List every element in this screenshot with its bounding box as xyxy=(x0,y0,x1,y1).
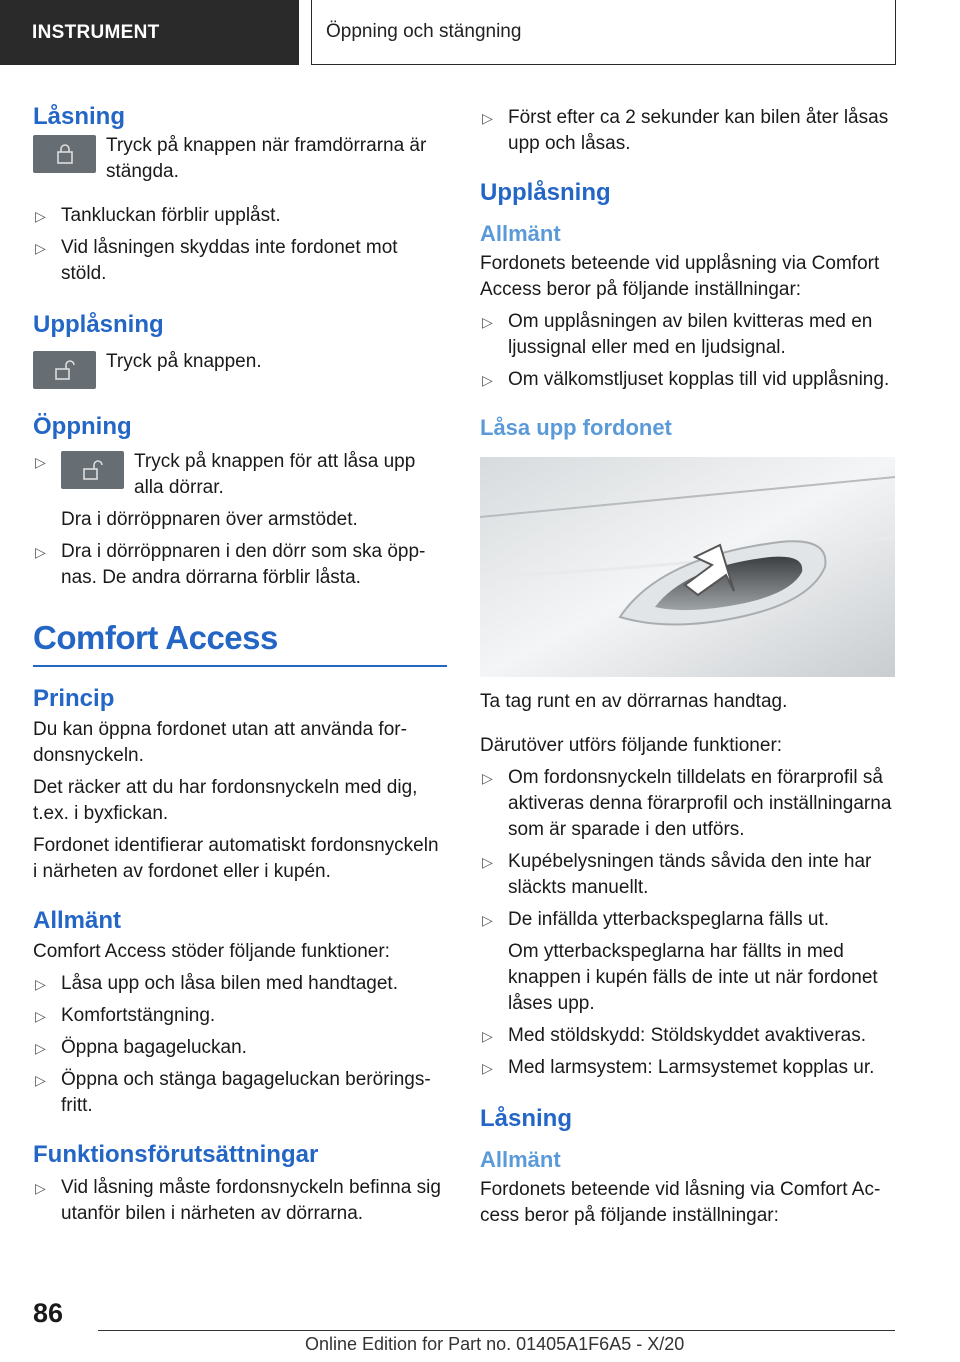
left-column xyxy=(33,95,447,1227)
heading-rule xyxy=(33,665,447,667)
heading-oppning: Öppning xyxy=(33,413,132,440)
edition-text: Online Edition for Part no. 01405A1F6A5 - X/20 xyxy=(305,1334,685,1354)
lasa-upp-p1: Ta tag runt en av dörrarnas handtag. xyxy=(480,691,788,712)
princip-p3: Fordonet identifierar automatiskt fordonsnyckeln i närheten av fordonet eller i kupén. xyxy=(33,835,439,882)
lock-button-image xyxy=(33,135,96,173)
heading-lasning: Låsning xyxy=(480,1105,573,1132)
unlock-button-image xyxy=(61,451,124,489)
list-item: ▷ Dra i dörröppnaren i den dörr som ska öpp-nas. De andra dörrarna förblir låsta. xyxy=(35,541,426,588)
triangle-bullet-icon: ▷ xyxy=(482,110,493,126)
list-item: ▷ Öppna och stänga bagageluckan berörings-fritt. xyxy=(35,1069,431,1116)
upplasning-key-text: Tryck på knappen. xyxy=(106,351,262,372)
triangle-bullet-icon: ▷ xyxy=(35,454,46,470)
right-column xyxy=(480,95,895,1229)
princip-p1: Du kan öppna fordonet utan att använda for-donsnyckeln. xyxy=(33,719,407,766)
triangle-bullet-icon: ▷ xyxy=(35,208,46,224)
triangle-bullet-icon: ▷ xyxy=(482,912,493,928)
triangle-bullet-icon: ▷ xyxy=(482,1060,493,1076)
heading-allmant: Allmänt xyxy=(33,907,122,934)
heading-princip: Princip xyxy=(33,685,115,712)
triangle-bullet-icon: ▷ xyxy=(482,314,493,330)
heading-allmant: Allmänt xyxy=(480,1147,561,1172)
unlock-icon xyxy=(82,460,104,480)
triangle-bullet-icon: ▷ xyxy=(482,1028,493,1044)
list-item: ▷ Om upplåsningen av bilen kvitteras med en ljussignal eller med en ljudsignal. xyxy=(482,311,873,358)
triangle-bullet-icon: ▷ xyxy=(482,854,493,870)
list-item: ▷ Kupébelysningen tänds såvida den inte har släckts manuellt. xyxy=(482,851,872,898)
heading-lasa-upp-fordonet: Låsa upp fordonet xyxy=(480,415,672,440)
triangle-bullet-icon: ▷ xyxy=(35,976,46,992)
triangle-bullet-icon: ▷ xyxy=(35,1040,46,1056)
lock-icon xyxy=(56,144,74,164)
list-item: ▷ Med stöldskydd: Stöldskyddet avaktiveras. xyxy=(480,1023,895,1049)
unlock-button-image xyxy=(33,351,96,389)
section-tab: INSTRUMENT xyxy=(0,0,299,65)
footer-rule xyxy=(98,1330,895,1331)
door-handle-photo xyxy=(480,457,895,677)
unlock-icon xyxy=(54,360,76,380)
triangle-bullet-icon: ▷ xyxy=(35,1072,46,1088)
lasa-upp-p2: Därutöver utförs följande funktioner: xyxy=(480,735,783,756)
list-item: ▷ Först efter ca 2 sekunder kan bilen åter låsas upp och låsas. xyxy=(482,107,889,154)
heading-comfort-access: Comfort Access xyxy=(33,619,278,656)
list-item: ▷ Vid låsning måste fordonsnyckeln befinna sig utanför bilen i närheten av dörrarna. xyxy=(35,1177,441,1224)
lasning-key-text: Tryck på knappen när framdörrarna är stängda. xyxy=(106,135,427,182)
list-item: ▷ Vid låsningen skyddas inte fordonet mot stöld. xyxy=(35,237,398,284)
list-item: ▷ Tankluckan förblir upplåst. xyxy=(33,203,447,229)
page-number: 86 xyxy=(33,1298,64,1328)
list-item: ▷ Låsa upp och låsa bilen med handtaget. xyxy=(33,971,447,997)
triangle-bullet-icon: ▷ xyxy=(482,372,493,388)
list-item: ▷ Komfortstängning. xyxy=(33,1003,447,1029)
triangle-bullet-icon: ▷ xyxy=(35,1180,46,1196)
lasning-allmant-p: Fordonets beteende vid låsning via Comfort Ac-cess beror på följande inställningar: xyxy=(480,1179,881,1226)
list-item: ▷ Om välkomstljuset kopplas till vid upplåsning. xyxy=(480,367,895,393)
triangle-bullet-icon: ▷ xyxy=(35,240,46,256)
heading-allmant: Allmänt xyxy=(480,221,561,246)
heading-upplasning: Upplåsning xyxy=(480,179,611,206)
list-item: ▷ Tryck på knappen för att låsa upp alla dörrar. Dra i dörröppnaren över armstödet. xyxy=(35,451,416,530)
chapter-title: Öppning och stängning xyxy=(311,0,896,65)
heading-upplasning: Upplåsning xyxy=(33,311,164,338)
princip-p2: Det räcker att du har fordonsnyckeln med dig, t.ex. i byxfickan. xyxy=(33,777,418,824)
list-item: ▷ Om fordonsnyckeln tilldelats en förarprofil så aktiveras denna förarprofil och inställningarna som är sparade i den utförs. xyxy=(482,767,892,840)
triangle-bullet-icon: ▷ xyxy=(35,1008,46,1024)
triangle-bullet-icon: ▷ xyxy=(35,544,46,560)
heading-lasning: Låsning xyxy=(33,103,126,130)
heading-funktionsforutsattningar: Funktionsförutsättningar xyxy=(33,1141,319,1168)
triangle-bullet-icon: ▷ xyxy=(482,770,493,786)
allmant-p: Comfort Access stöder följande funktioner: xyxy=(33,941,390,962)
list-item: ▷ De infällda ytterbackspeglarna fälls ut. Om ytterbackspeglarna har fällts in med knappen i kupén fälls de inte ut när fordonet låses upp. xyxy=(482,909,878,1014)
list-item: ▷ Öppna bagageluckan. xyxy=(33,1035,447,1061)
allmant-p: Fordonets beteende vid upplåsning via Comfort Access beror på följande inställningar: xyxy=(480,253,880,300)
list-item: ▷ Med larmsystem: Larmsystemet kopplas ur. xyxy=(480,1055,895,1081)
